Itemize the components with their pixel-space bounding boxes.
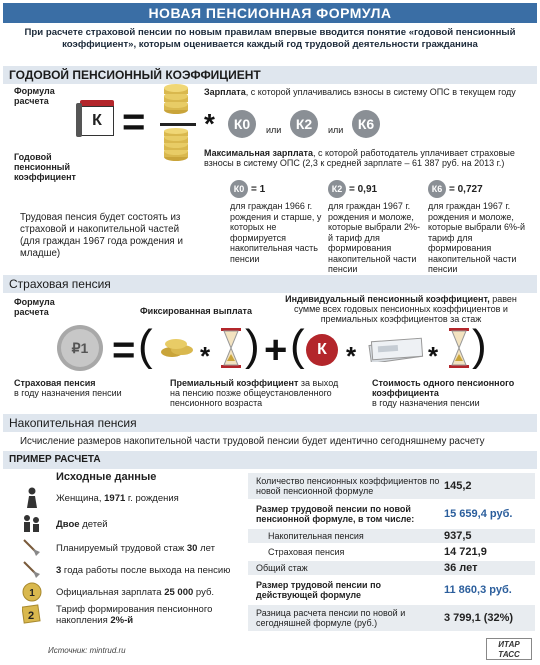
k2-small-badge: К2 — [328, 180, 346, 198]
equals-sign-2: = — [112, 328, 136, 372]
k-letter: К — [80, 106, 114, 136]
source-note: Источник: mintrud.ru — [48, 646, 126, 655]
table-row: Размер трудовой пенсии по новой пенсионной формуле, в том числе: 15 659,4 руб. — [256, 504, 513, 524]
equals-sign: = — [122, 100, 146, 144]
k6-small-badge: К6 — [428, 180, 446, 198]
or-label: или — [266, 125, 282, 135]
children-icon — [22, 514, 42, 534]
shovel-icon-2 — [22, 560, 42, 580]
banknotes-icon — [368, 336, 424, 362]
annual-coefficient-label: Годовой пенсионный коэффициент — [14, 152, 76, 182]
ruble-coin-icon — [56, 324, 104, 372]
insurance-pension-label: Страховая пенсия в году назначения пенсии — [14, 378, 122, 398]
table-row: Накопительная пенсия 937,5 — [248, 529, 535, 543]
hourglass-icon-2 — [448, 328, 470, 368]
svg-text:₽1: ₽1 — [71, 340, 89, 356]
k2-description: К2 = 0,91 для граждан 1967 г. рождения и моложе, которые выбрали 2%-й тариф для формирования накопительной части пенсии — [328, 180, 424, 275]
multiply-sign-2: * — [200, 341, 211, 371]
section-annual-coefficient: ГОДОВОЙ ПЕНСИОННЫЙ КОЭФФИЦИЕНТ — [3, 66, 537, 84]
salary-row: 1 Официальная зарплата 25 000 руб. — [22, 582, 214, 602]
multiply-sign: * — [204, 108, 215, 139]
k6-badge: К6 — [352, 110, 380, 138]
section-insurance-pension: Страховая пенсия — [3, 275, 537, 293]
table-row: Размер трудовой пенсии по действующей формуле 11 860,3 руб. — [256, 580, 512, 600]
table-row: Общий стаж 36 лет — [248, 561, 535, 575]
close-paren-2: ) — [472, 321, 487, 370]
close-paren: ) — [245, 321, 260, 370]
section-example: ПРИМЕР РАСЧЕТА — [3, 451, 537, 469]
shovel-icon — [22, 538, 42, 558]
k0-description: К0 = 1 для граждан 1966 г. рождения и старше, у которых не формируется накопительная часть пенсии — [230, 180, 324, 264]
hourglass-icon — [220, 328, 242, 368]
calendar-k-icon — [76, 100, 114, 138]
tariff-row: 2 Тариф формирования пенсионного накопления 2%-й — [22, 604, 252, 626]
formula-label-2: Формула расчета — [14, 297, 55, 317]
open-paren-2: ( — [290, 321, 305, 370]
woman-row: Женщина, 1971 г. рождения — [22, 488, 179, 508]
after-retirement-row: 3 года работы после выхода на пенсию — [22, 560, 230, 580]
open-paren: ( — [138, 321, 153, 370]
coins-pile-icon — [160, 334, 194, 360]
max-salary-label: Максимальная зарплата, с которой работодатель уплачивает страховые взносы в систему ОПС (2,3 к средней зарплате – 61 387 руб. на 2013 г.) — [204, 148, 515, 168]
table-row: Разница расчета пенсии по новой и сегодняшней формуле (руб.) 3 799,1 (32%) — [248, 605, 535, 631]
table-row: Количество пенсионных коэффициентов по новой пенсионной формуле 145,2 — [248, 473, 535, 499]
funded-pension-text: Исчисление размеров накопительной части трудовой пенсии будет идентично сегодняшнему расчету — [20, 436, 485, 447]
plus-sign: + — [264, 328, 288, 372]
fraction-line — [160, 123, 196, 126]
source-data-title: Исходные данные — [56, 471, 157, 483]
svg-text:1: 1 — [29, 588, 35, 599]
table-row: Страховая пенсия 14 721,9 — [268, 546, 487, 558]
coins-stack-large-icon — [162, 128, 190, 162]
salary-label: Зарплата, с которой уплачивались взносы в систему ОПС в текущем году — [204, 87, 516, 97]
page-title: НОВАЯ ПЕНСИОННАЯ ФОРМУЛА — [3, 3, 537, 23]
k0-badge: К0 — [228, 110, 256, 138]
ipk-k-badge: К — [306, 334, 338, 366]
tariff-icon — [22, 604, 42, 624]
fixed-payment-label: Фиксированная выплата — [140, 306, 252, 316]
k6-description: К6 = 0,727 для граждан 1967 г. рождения и моложе, которые выбрали 6%-й тариф для формирования накопительной части пенсии — [428, 180, 526, 275]
ipk-label: Индивидуальный пенсионный коэффициент, равен сумме всех годовых пенсионных коэффициентов и премиальных коэффициентов за стаж — [285, 294, 517, 324]
multiply-sign-3: * — [346, 341, 357, 371]
svg-text:2: 2 — [27, 610, 35, 622]
k2-badge: К2 — [290, 110, 318, 138]
woman-icon — [22, 488, 42, 508]
coins-stack-icon — [162, 82, 190, 116]
experience-row: Планируемый трудовой стаж 30 лет — [22, 538, 215, 558]
itar-tass-logo: ИТАР ТАСС — [486, 638, 532, 660]
intro-text: При расчете страховой пенсии по новым правилам впервые вводится понятие «годовой пенсионный коэффициент», которым оценивается каждый год трудовой деятельности гражданина — [24, 27, 516, 50]
kids-row: Двое детей — [22, 514, 108, 534]
formula-label: Формула расчета — [14, 86, 55, 106]
k0-small-badge: К0 — [230, 180, 248, 198]
pension-composition-note: Трудовая пенсия будет состоять из страховой и накопительной частей (для граждан 1967 года рождения и младше) — [20, 212, 183, 259]
section-funded-pension: Накопительная пенсия — [3, 414, 537, 432]
coin-icon — [22, 582, 42, 602]
multiply-sign-4: * — [428, 341, 439, 371]
coefficient-cost-label: Стоимость одного пенсионного коэффициента в году назначения пенсии — [372, 378, 515, 408]
premium-coefficient-label: Премиальный коэффициент за выход на пенсию позже общеустановленного пенсионного возраста — [170, 378, 339, 408]
or-label: или — [328, 125, 344, 135]
